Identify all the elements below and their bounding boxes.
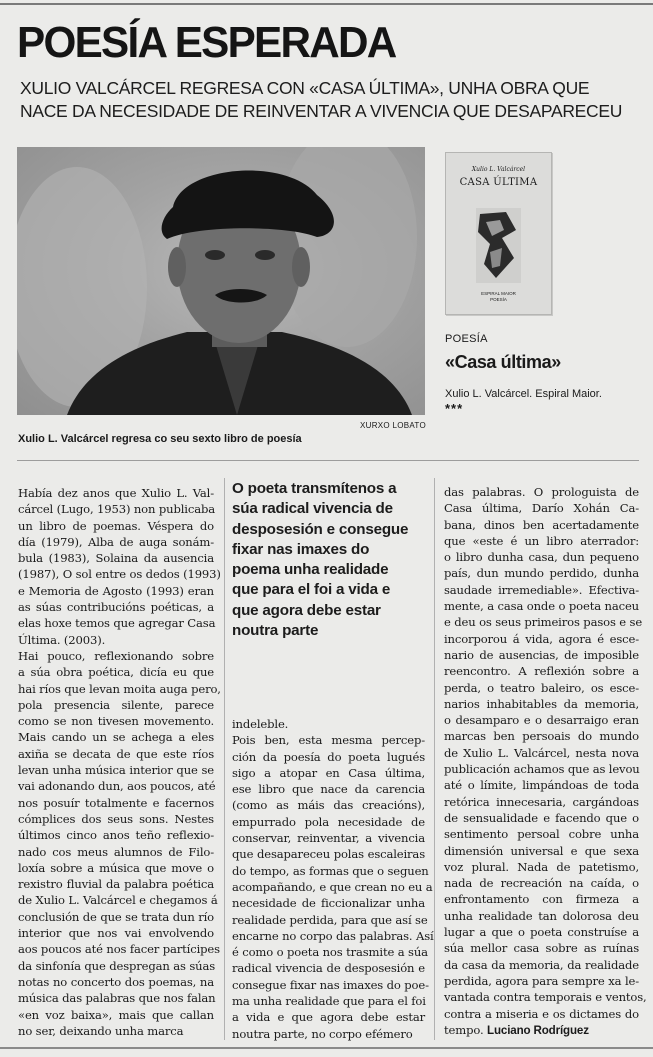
body-line: música das palabras que nos falan <box>18 991 216 1006</box>
pull-quote-line: O poeta transmítenos a <box>232 480 397 497</box>
body-line: tempo. Luciano Rodríguez <box>444 1022 589 1037</box>
subhead-line: NACE DA NECESIDADE DE REINVENTAR A VIVENCIA QUE DESAPARECEU <box>20 101 623 121</box>
article-column-2 <box>232 716 434 1042</box>
body-line: encarne no corpo das palabras. Así <box>232 928 434 943</box>
bottom-rule <box>0 1047 653 1049</box>
pull-quote <box>232 479 424 641</box>
body-line: ción da poesía do poeta lugués <box>232 749 425 764</box>
book-cover-author: Xulio L. Valcárcel <box>471 166 526 173</box>
body-line: e deu os seus primeiros pasos e se <box>444 615 643 630</box>
body-line: «en voz baixa», mais que callan <box>18 1007 214 1022</box>
body-line: últimos cinco anos teño reflexio- <box>18 828 214 843</box>
body-line: elas hoxe temos que agregar Casa <box>18 616 216 631</box>
body-line: ese libro que nace da carencia <box>232 782 425 797</box>
body-line: hai ríos que levan moita auga pero, <box>18 681 221 696</box>
body-line: da sinfonía que despregan as súas <box>18 958 216 973</box>
pull-quote-line: que para el foi a vida e <box>232 581 391 599</box>
column-divider <box>224 478 225 1040</box>
body-line: súa mellor casa sobre as ruínas <box>444 941 639 956</box>
body-line: é como o poeta nos trasmite a súa <box>232 945 428 960</box>
body-line: a súa obra poética, dicía eu que <box>18 665 214 680</box>
body-line: bula (1983), Solaina da ausencia <box>18 551 214 566</box>
body-line: retórica innecesaria, cargándoas <box>444 794 639 809</box>
body-line: no ser, deixando unha marca <box>18 1023 184 1038</box>
body-line: Hai pouco, reflexionando sobre <box>18 648 214 663</box>
body-line: até o límite, limpándoas de toda <box>444 778 639 793</box>
body-line: necesidade de ficcionalizar unha <box>232 896 425 911</box>
body-line: que desapareceu polas escaleiras <box>232 847 425 862</box>
review-title: «Casa última» <box>445 352 561 372</box>
photo-credit: XURXO LOBATO <box>360 421 426 430</box>
book-cover-art <box>476 208 521 283</box>
body-line: reencontro. A reflexión sobre a <box>444 664 639 679</box>
body-line: da casa da memoria, da realidade <box>444 957 639 972</box>
body-line: levan unha música interior que se <box>18 763 214 778</box>
body-line: enfrontamento con firmeza a <box>444 892 639 907</box>
body-line: empurrado pola necesidade de <box>232 814 425 829</box>
body-line: as súas contribucións poéticas, a <box>18 600 214 615</box>
body-line: día (1979), Alba de auga sonám- <box>18 534 214 549</box>
body-line: consegue fixar nas imaxes do poe- <box>232 977 429 992</box>
body-line: sentimento persoal cobre unha <box>444 827 639 842</box>
body-line: incorporou á vida, agora é esce- <box>444 631 639 646</box>
body-line: voz plural. Nada de patetismo, <box>444 859 639 874</box>
body-line: marcas ben persoais do mundo <box>444 729 639 744</box>
body-line: país, dun mundo perdido, dunha <box>444 566 639 581</box>
body-line: nada de recreación na caída, o <box>444 876 639 891</box>
body-line: conclusión de que se trata dun río <box>18 909 214 924</box>
body-line: do tempo, as formas que o seguen <box>232 863 429 878</box>
publisher-line: POESÍA <box>490 297 507 302</box>
body-line: nario de ausencias, de imposible <box>444 647 639 662</box>
body-line: un libro de poemas. Véspera do <box>18 518 214 533</box>
publisher-line: ESPIRAL MAIOR <box>481 291 516 296</box>
body-line: sigo a atopar en Casa última, <box>232 765 425 780</box>
body-line: como se non tivesen movemento. <box>18 714 214 729</box>
body-line: vai adonando dun, aos poucos, até <box>18 779 216 794</box>
body-line: ma unha realidade que para el foi <box>232 994 426 1009</box>
review-rating: *** <box>445 401 464 416</box>
body-line: perdida, agora para sempre xa le- <box>444 973 639 988</box>
body-line: indeleble. <box>232 717 289 731</box>
body-line: que «este é un libro aterrador: <box>444 533 639 548</box>
body-line: lugar a que o poeta construíse a <box>444 925 639 940</box>
body-line: Casa última, Darío Xohán Ca- <box>444 501 639 516</box>
subheadline <box>20 77 640 123</box>
body-line: unha realidade tan dolorosa deu <box>444 908 639 923</box>
body-line: (1987), O sol entre os dedos (1993) <box>18 567 221 582</box>
body-line: publicación achamos que as levou <box>444 762 640 777</box>
body-line: realidade perdida, para que así se <box>232 912 428 927</box>
body-line: e Memoria de Agosto (1993) eran <box>18 583 214 598</box>
pull-quote-line: poema unha realidade <box>232 561 389 579</box>
pull-quote-line: noutra parte <box>232 622 319 640</box>
body-line: loxía sobre a música que move o <box>18 860 214 875</box>
body-line: Había dez anos que Xulio L. Val- <box>18 486 214 500</box>
body-line: interior que nos vai envolvendo <box>18 926 214 941</box>
body-line: o desamparo e o desarraigo eran <box>444 713 639 728</box>
author-photo <box>17 147 425 415</box>
review-meta: Xulio L. Valcárcel. Espiral Maior. <box>445 388 602 400</box>
headline: POESÍA ESPERADA <box>17 18 396 67</box>
body-line: perda, o teatro baleiro, os esce- <box>444 680 639 695</box>
book-cover <box>445 152 552 315</box>
body-line: conservar, reinventar, a vivencia <box>232 831 425 846</box>
subhead-line: XULIO VALCÁRCEL REGRESA CON «CASA ÚLTIMA», UNHA OBRA QUE <box>20 78 590 98</box>
body-line: o libro dunha casa, dun pequeno <box>444 550 639 565</box>
section-divider <box>17 460 639 461</box>
pull-quote-line: que agora debe estar <box>232 601 381 619</box>
pull-quote-line: fixar nas imaxes do <box>232 540 370 558</box>
book-cover-publisher <box>446 291 551 303</box>
body-line: aos poucos até nos facer partícipes <box>18 942 220 957</box>
body-line: Mais cando un se achega a eles <box>18 730 214 745</box>
body-line: dimensión universal e que sexa <box>444 843 639 858</box>
body-line: a vida e que agora debe estar <box>232 1010 425 1025</box>
body-line: contra a miseria e os dictames do <box>444 1006 639 1021</box>
article-column-1 <box>18 485 221 1039</box>
article-column-3 <box>444 484 647 1039</box>
body-line: mente, a casa onde o poeta naceu <box>444 599 639 614</box>
author-signature: Luciano Rodríguez <box>487 1023 589 1037</box>
body-line: Última. (2003). <box>18 632 106 647</box>
body-line: cómplices dos seus sons. Nestes <box>18 811 214 826</box>
column-divider <box>434 478 435 1040</box>
body-line: rexistro fluvial da palabra poética <box>18 877 214 892</box>
body-line: vantada contra temporais e ventos, <box>444 990 647 1005</box>
portrait-illustration <box>17 147 425 415</box>
book-cover-title: CASA ÚLTIMA <box>459 177 538 188</box>
body-line: pola presencia silente, parece <box>18 697 214 712</box>
body-line: radical vivencia de desposesión e <box>232 961 425 976</box>
body-line: Pois ben, esta mesma percep- <box>232 733 425 748</box>
body-line: notas no concerto dos poemas, na <box>18 974 214 989</box>
body-line: (como as máis das creacións), <box>232 798 425 813</box>
body-line: acompañando, e que crean no eu a <box>232 879 433 894</box>
body-line: cárcel (Lugo, 1953) non publicaba <box>18 502 215 517</box>
top-rule <box>0 3 653 5</box>
body-line: de sensualidade e facendo que o <box>444 810 639 825</box>
body-line: axiña se decata de que este ríos <box>18 746 214 761</box>
body-line: narios inhabitables da memoria, <box>444 696 639 711</box>
body-line: de Xulio L. Valcárcel e chegamos á <box>18 893 218 908</box>
body-line: das palabras. O prologuista de <box>444 485 639 499</box>
body-line: noutra parte, no corpo efémero <box>232 1026 413 1041</box>
body-line: nado cos meus alumnos de Filo- <box>18 844 214 859</box>
body-line: bana, dinos ben acertadamente <box>444 517 639 532</box>
pull-quote-line: desposesión e consegue <box>232 520 409 538</box>
body-line: de Xulio L. Valcárcel, nesta nova <box>444 745 639 760</box>
body-line: nos posuír totalmente e facernos <box>18 795 214 810</box>
review-category: POESÍA <box>445 333 488 345</box>
photo-caption: Xulio L. Valcárcel regresa co seu sexto libro de poesía <box>18 433 302 445</box>
body-line: saudade irremediable». Efectiva- <box>444 582 639 597</box>
pull-quote-line: súa radical vivencia de <box>232 500 393 518</box>
